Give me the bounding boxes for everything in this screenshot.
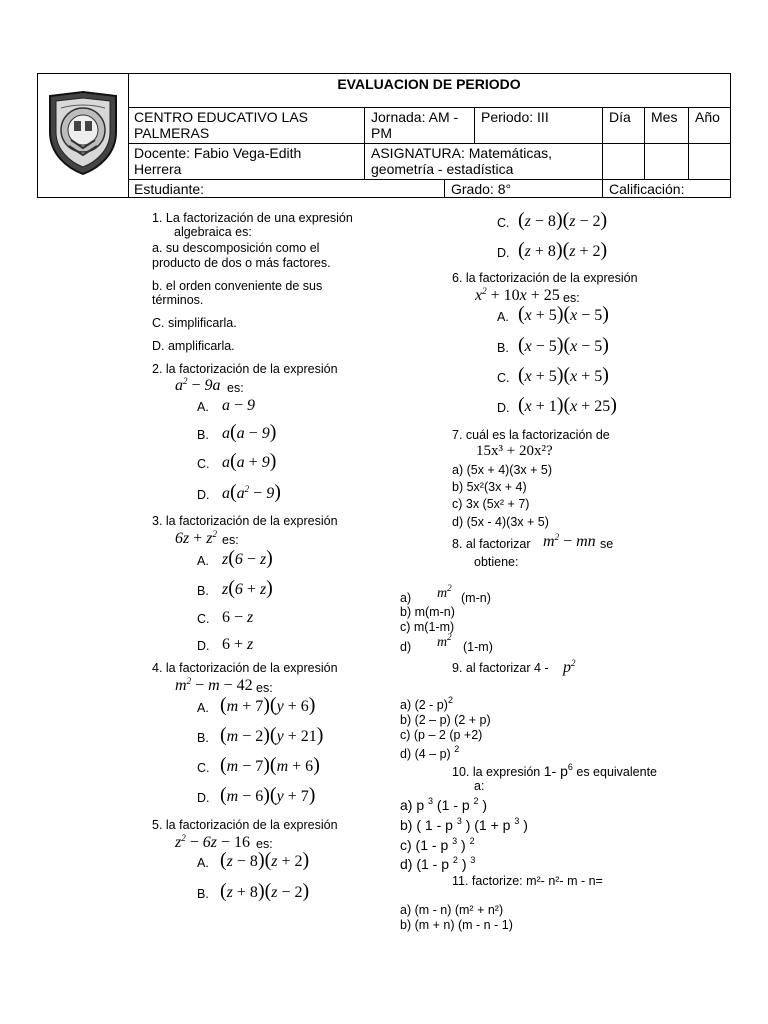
school-cell: CENTRO EDUCATIVO LAS PALMERAS: [134, 109, 308, 141]
q10-option-d: d) (1 - p $^2$ ) $^3$: [400, 855, 476, 872]
q3-label-c: C.: [197, 612, 210, 626]
jornada-cell: Jornada: AM - PM: [364, 108, 474, 143]
q2-stem: 2. la factorización de la expresión: [152, 362, 338, 376]
q9-option-b: b) (2 – p) (2 + p): [400, 713, 491, 727]
q1-option-a: a. su descomposición como el: [152, 241, 320, 255]
q9-option-a: a) (2 - p)$^2$: [400, 695, 453, 712]
q6-option-d: (x + 1)(x + 25): [518, 394, 617, 416]
q5-option-d: (z + 8)(z + 2): [518, 239, 608, 261]
q5-label-a: A.: [197, 856, 209, 870]
q4-option-d: (m − 6)(y + 7): [220, 784, 316, 806]
q10-stem: 10. la expresión 1- $p^6$ es equivalente: [452, 762, 657, 779]
q7-stem: 7. cuál es la factorización de: [452, 428, 610, 442]
q5-es: es:: [256, 837, 273, 851]
docente-cell: Docente: Fabio Vega-Edith Herrera: [134, 145, 302, 177]
q8-option-c: c) m(1-m): [400, 620, 455, 634]
q2-label-a: A.: [197, 400, 209, 414]
q6-option-c: (x + 5)(x + 5): [518, 364, 609, 386]
q1-option-b: b. el orden conveniente de sus: [152, 279, 323, 293]
q5-stem: 5. la factorización de la expresión: [152, 818, 338, 832]
q4-label-c: C.: [197, 761, 210, 775]
q3-option-d: 6 + z: [222, 636, 254, 653]
q2-option-d: $a(a^2 - 9)$: [222, 481, 281, 503]
q5-option-a: (z − 8)(z + 2): [220, 849, 310, 871]
q2-label-c: C.: [197, 457, 210, 471]
q5-label-b: B.: [197, 887, 209, 901]
grado-cell: Grado: 8°: [444, 180, 602, 197]
q10-option-c: c) (1 - p $^3$ ) $^2$: [400, 836, 475, 853]
q4-label-a: A.: [197, 701, 209, 715]
q11-option-b: b) (m + n) (m - n - 1): [400, 918, 513, 932]
q6-label-a: A.: [497, 310, 509, 324]
q9-stem: 9. al factorizar 4 -: [452, 661, 549, 675]
q1-option-c: C. simplificarla.: [152, 316, 237, 330]
q2-option-b: a(a − 9): [222, 421, 277, 443]
q5-label-d: D.: [497, 246, 510, 260]
q11-option-a: a) (m - n) (m² + n²): [400, 903, 504, 917]
q11-stem: 11. factorize: m²- n²- m - n=: [452, 874, 603, 888]
q5-label-c: C.: [497, 216, 510, 230]
q2-expression: $a^2 - 9a$: [175, 376, 221, 394]
q6-label-d: D.: [497, 401, 510, 415]
header-table: [37, 73, 731, 198]
q10-option-b: b) ( 1 - p $^3$ ) (1 + p $^3$ ): [400, 816, 528, 833]
q1-stem: 1. La factorización de una expresión: [152, 211, 353, 225]
q8-stem: 8. al factorizar: [452, 537, 531, 551]
q7-option-d: d) (5x - 4)(3x + 5): [452, 515, 549, 529]
q8-se: se: [600, 537, 614, 551]
q3-es: es:: [222, 533, 239, 547]
q10-option-a: a) p $^3$ (1 - p $^2$ ): [400, 796, 488, 813]
q3-stem: 3. la factorización de la expresión: [152, 514, 338, 528]
q4-option-c: (m − 7)(m + 6): [220, 754, 320, 776]
q1-option-b-2: términos.: [152, 293, 204, 307]
q6-label-c: C.: [497, 371, 510, 385]
q1-option-d: D. amplificarla.: [152, 339, 235, 353]
q7-expression: 15x³ + 20x²?: [476, 443, 553, 459]
q3-label-a: A.: [197, 554, 209, 568]
school-shield-logo: [47, 90, 119, 176]
q4-es: es:: [256, 681, 273, 695]
q2-option-a: a − 9: [222, 397, 256, 414]
q1-option-a-2: producto de dos o más factores.: [152, 256, 331, 270]
mes-value-cell: [644, 144, 688, 179]
q7-option-c: c) 3x (5x² + 7): [452, 497, 530, 511]
periodo-cell: Periodo: III: [474, 108, 602, 143]
q6-expression: $x^2 + 10x + 25$: [475, 286, 560, 304]
q2-option-c: a(a + 9): [222, 450, 277, 472]
q6-es: es:: [563, 291, 580, 305]
q2-label-b: B.: [197, 428, 209, 442]
q9-expression: $p^2$: [563, 658, 576, 676]
q9-option-c: c) (p – 2 (p +2): [400, 728, 483, 742]
dia-value-cell: [602, 144, 644, 179]
q8-stem-2: obtiene:: [474, 555, 519, 569]
q4-expression: $m^2 - m - 42$: [175, 676, 253, 694]
q2-label-d: D.: [197, 488, 210, 502]
q6-label-b: B.: [497, 341, 509, 355]
q6-stem: 6. la factorización de la expresión: [452, 271, 638, 285]
q8-option-a: (m-n): [461, 591, 491, 605]
anio-cell: Año: [688, 108, 730, 143]
q4-label-b: B.: [197, 731, 209, 745]
mes-cell: Mes: [644, 108, 688, 143]
q1-stem-2: algebraica es:: [174, 225, 252, 239]
q9-option-d: d) (4 – p) $^2$: [400, 744, 460, 761]
estudiante-cell: Estudiante:: [134, 181, 205, 197]
q3-option-c: 6 − z: [222, 609, 254, 626]
calificacion-cell: Calificación:: [602, 180, 730, 197]
q6-option-b: (x − 5)(x − 5): [518, 334, 609, 356]
q4-option-a: (m + 7)(y + 6): [220, 694, 316, 716]
q8-option-d: (1-m): [463, 640, 493, 654]
q10-stem-2: a:: [474, 779, 485, 793]
asignatura-cell: ASIGNATURA: Matemáticas, geometría - estadística: [364, 144, 602, 179]
q3-option-b: z(6 + z): [222, 577, 273, 599]
q5-expression: $z^2 - 6z - 16$: [175, 833, 251, 851]
q8-label-a: a): [400, 591, 412, 605]
q8-option-b: b) m(m-n): [400, 605, 455, 619]
q3-expression: $6z + z^2$: [175, 529, 217, 547]
evaluation-title: EVALUACION DE PERIODO: [337, 76, 521, 92]
q4-label-d: D.: [197, 791, 210, 805]
q3-label-d: D.: [197, 639, 210, 653]
q7-option-b: b) 5x²(3x + 4): [452, 480, 527, 494]
q8-option-a-m: $m^2$: [437, 583, 452, 601]
q4-stem: 4. la factorización de la expresión: [152, 661, 338, 675]
q8-label-d: d): [400, 640, 412, 654]
q2-es: es:: [227, 381, 244, 395]
q4-option-b: (m − 2)(y + 21): [220, 724, 324, 746]
q3-option-a: z(6 − z): [222, 547, 273, 569]
logo-cell: [38, 74, 129, 197]
q7-option-a: a) (5x + 4)(3x + 5): [452, 463, 553, 477]
q6-option-a: (x + 5)(x − 5): [518, 303, 609, 325]
q3-label-b: B.: [197, 584, 209, 598]
q5-option-b: (z + 8)(z − 2): [220, 880, 310, 902]
anio-value-cell: [688, 144, 730, 179]
q5-option-c: (z − 8)(z − 2): [518, 209, 608, 231]
q8-option-d-m: $m^2$: [437, 632, 452, 650]
q8-expression: $m^2$ − mn: [543, 532, 596, 550]
dia-cell: Día: [602, 108, 644, 143]
